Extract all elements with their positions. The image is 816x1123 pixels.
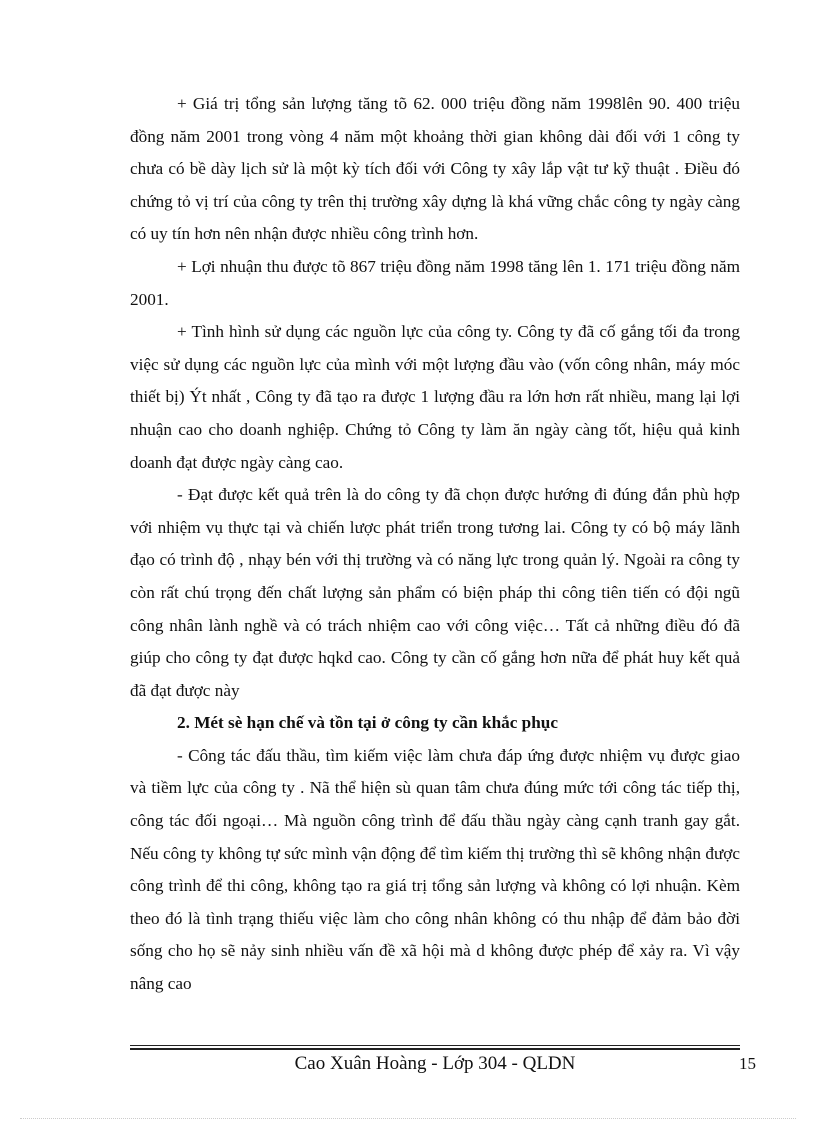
footer-divider xyxy=(130,1045,740,1046)
section-heading: 2. Mét sè hạn chế và tồn tại ở công ty cần khắc phục xyxy=(177,713,558,733)
paragraph-results-reason: - Đạt được kết quả trên là do công ty đã chọn được hướng đi đúng đắn phù hợp với nhiệm vụ thực tại và chiến lược phát triển trong tương lai. Công ty có bộ máy lãnh đạo có trình độ , nhạy bén với thị trường và có năng lực trong quản lý. Ngoài ra công ty còn rất chú trọng đến chất lượng sản phẩm có biện pháp thi công tiên tiến có đội ngũ công nhân lành nghề và có trách nhiệm cao với công việc… Tất cả những điều đó đã giúp cho công ty đạt được hqkd cao. Công ty cần cố gắng hơn nữa để phát huy kết quả đã đạt được này xyxy=(130,485,740,700)
body-text xyxy=(130,88,740,1001)
page-number: 15 xyxy=(739,1054,756,1073)
paragraph-bidding: - Công tác đấu thầu, tìm kiếm việc làm chưa đáp ứng được nhiệm vụ được giao và tiềm lực của công ty . Nã thể hiện sù quan tâm chưa đúng mức tới công tác tiếp thị, công tác đối ngoại… Mà nguồn công trình để đấu thầu ngày càng cạnh tranh gay gắt. Nếu công ty không tự sức mình vận động để tìm kiếm thị trường thì sẽ không nhận được công trình để thi công, không tạo ra giá trị tổng sản lượng và không có lợi nhuận. Kèm theo đó là tình trạng thiếu việc làm cho công nhân không có thu nhập để đảm bảo đời sống cho họ sẽ nảy sinh nhiều vấn đề xã hội mà d không được phép để xảy ra. Vì vậy nâng cao xyxy=(130,745,740,994)
paragraph-profit: + Lợi nhuận thu được tõ 867 triệu đồng năm 1998 tăng lên 1. 171 triệu đồng năm 2001. xyxy=(130,256,740,309)
footer-author-line: Cao Xuân Hoàng - Lớp 304 - QLDN xyxy=(294,1053,576,1074)
page-bottom-edge xyxy=(20,1118,796,1119)
paragraph-resource-use: + Tình hình sử dụng các nguồn lực của công ty. Công ty đã cố gắng tối đa trong việc sử dụng các nguồn lực của mình với một lượng đầu vào (vốn công nhân, máy móc thiết bị) Ýt nhất , Công ty đã tạo ra được 1 lượng đầu ra lớn hơn rất nhiều, mang lại lợi nhuận cao cho doanh nghiệp. Chứng tỏ Công ty làm ăn ngày càng tốt, hiệu quả kinh doanh đạt được ngày càng cao. xyxy=(130,322,740,472)
paragraph-output-value: + Giá trị tổng sản lượng tăng tõ 62. 000 triệu đồng năm 1998lên 90. 400 triệu đồng năm 2001 trong vòng 4 năm một khoảng thời gian không dài đối với 1 công ty chưa có bề dày lịch sử là một kỳ tích đối với Công ty xây lắp vật tư kỹ thuật . Điều đó chứng tỏ vị trí của công ty trên thị trường xây dựng là khá vững chắc công ty ngày càng có uy tín hơn nên nhận được nhiều công trình hơn. xyxy=(130,94,740,244)
footer-divider-thick xyxy=(130,1048,740,1050)
